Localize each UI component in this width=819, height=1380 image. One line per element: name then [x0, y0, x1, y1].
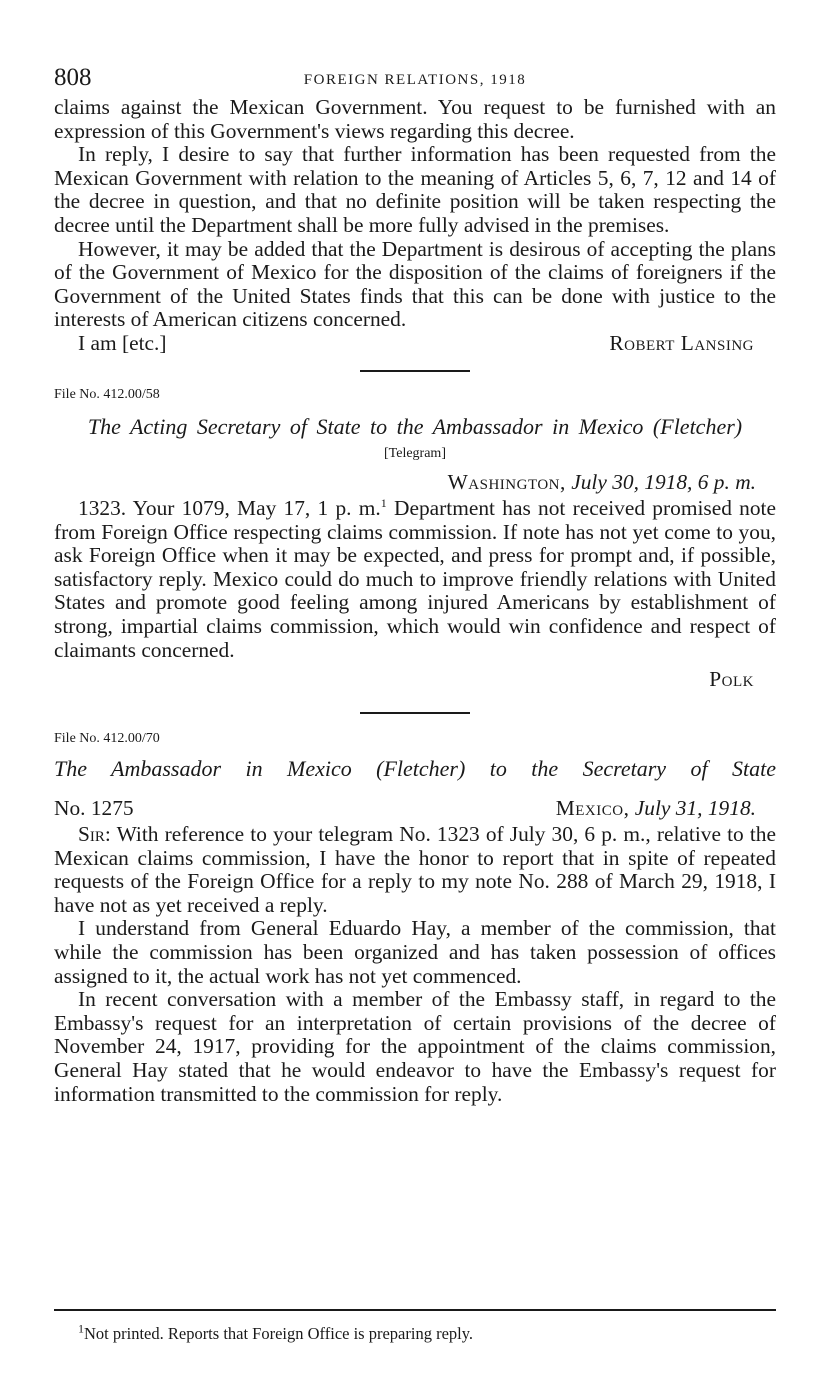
running-head [54, 62, 776, 96]
paragraph [54, 497, 776, 662]
document-kind: [Telegram] [384, 445, 446, 461]
closing: I am [etc.] [78, 330, 167, 355]
footnote-text: Not printed. Reports that Foreign Office is preparing reply. [84, 1324, 474, 1343]
file-number: File No. 412.00/70 [54, 731, 160, 747]
salutation: Sir: [78, 822, 111, 847]
document-title: The Ambassador in Mexico (Fletcher) to the Secretary of State [54, 756, 776, 782]
footnote [78, 1321, 474, 1344]
page-number: 808 [54, 64, 92, 91]
paragraph: In reply, I desire to say that further information has been requested from the Mexican Government with relation to the meaning of Articles 5, 6, 7, 12 and 14 of the decree in question, and that no definite position will be taken respecting the decree until the Department shall be more fully advised in the premises. [54, 142, 776, 237]
despatch-number: No. 1275 [54, 796, 134, 821]
document-page [54, 62, 776, 1106]
paragraph: I understand from General Eduardo Hay, a member of the commission, that while the commission has been organized and has taken possession of offices assigned to it, the actual work has not yet commenced. [54, 916, 776, 988]
paragraph: In recent conversation with a member of the Embassy staff, in regard to the Embassy's request for an interpretation of certain provisions of the decree of November 24, 1917, providing for the appointment of the claims commission, General Hay stated that he would endeavor to have the Embassy's request for information transmitted to the commission for reply. [54, 987, 776, 1106]
footnote-marker: 1 [78, 1321, 84, 1336]
document-title: The Acting Secretary of State to the Ambassador in Mexico (Fletcher) [87, 413, 743, 439]
dateline-place: Washington, [447, 469, 566, 494]
telegram-lead: 1323. Your 1079, May 17, 1 p. m. [78, 495, 381, 520]
paragraph-text: With reference to your telegram No. 1323 of July 30, 6 p. m., relative to the Mexican claims commission, I have the honor to report that in spite of repeated requests of the Foreign Office for a reply to my note No. 288 of March 29, 1918, I have not as yet received a reply. [54, 822, 776, 917]
dateline-date: July 30, 1918, 6 p. m. [571, 469, 756, 494]
dateline [54, 469, 776, 495]
footnote-ref: 1 [380, 495, 387, 510]
footnote-divider [54, 1309, 776, 1311]
signoff [54, 332, 776, 356]
paragraph: However, it may be added that the Department is desirous of accepting the plans of the Government of Mexico for the disposition of the claims of foreigners if the Government of the United States finds that this can be done with justice to the interests of American citizens concerned. [54, 236, 776, 332]
file-number: File No. 412.00/58 [54, 386, 160, 402]
dateline-place: Mexico, [555, 796, 630, 821]
paragraph: claims against the Mexican Government. You request to be furnished with an expression of this Government's views regarding this decree. [54, 95, 776, 143]
dateline [556, 795, 756, 821]
telegram-body: Department has not received promised note from Foreign Office respecting claims commission. If note has not yet come to you, ask Foreign Office when it may be expected, and press for prompt and, if possible, satisfactory reply. Mexico could do much to improve friendly relations with United States and promote good feeling among injured Americans by establishment of strong, impartial claims commission, which would win confidence and respect of claimants concerned. [54, 495, 776, 662]
header-title: FOREIGN RELATIONS, 1918 [303, 72, 527, 88]
signature: Polk [709, 667, 754, 692]
paragraph [54, 823, 776, 917]
number-dateline [54, 795, 776, 821]
dateline-date: July 31, 1918. [634, 796, 756, 821]
signature: Robert Lansing [609, 330, 754, 355]
